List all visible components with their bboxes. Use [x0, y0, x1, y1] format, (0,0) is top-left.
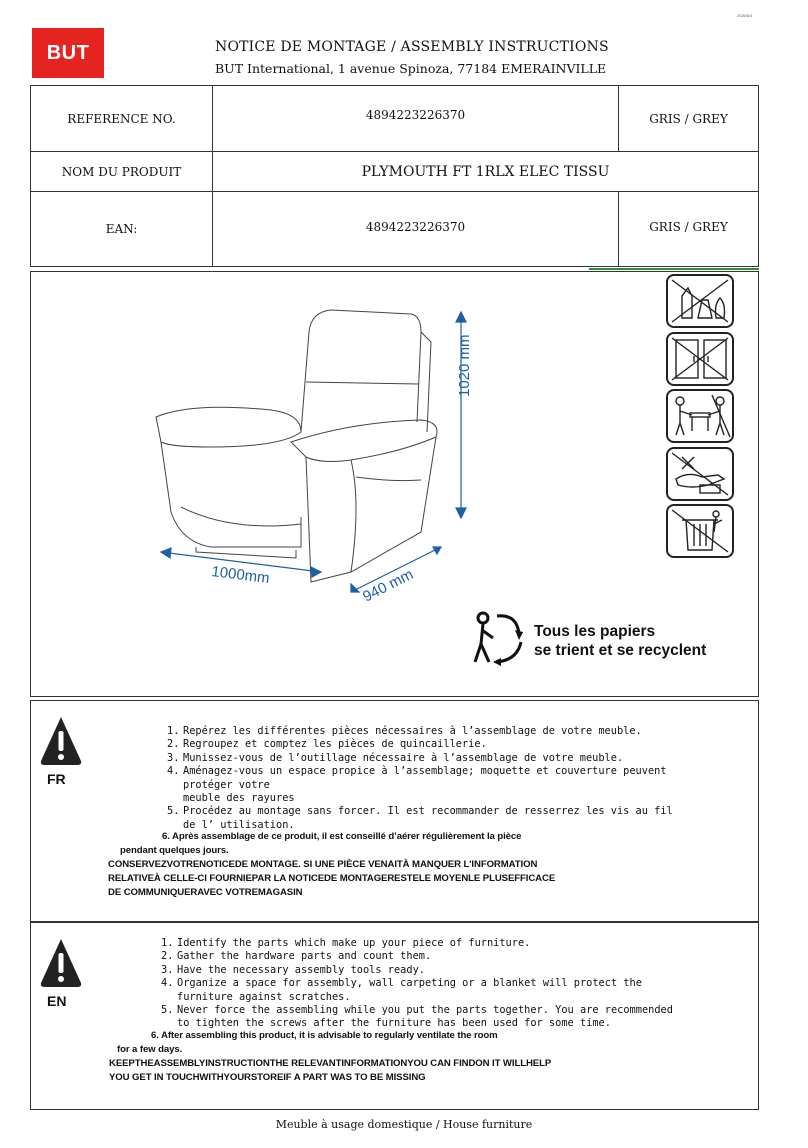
- reference-label: REFERENCE NO.: [31, 86, 213, 151]
- english-steps: [161, 937, 751, 1031]
- ean-value: 4894223226370: [213, 192, 619, 266]
- list-item: 1. Identify the parts which make up your piece of furniture.: [161, 937, 531, 949]
- no-trash-bin-icon: [666, 504, 734, 558]
- company-address: BUT International, 1 avenue Spinoza, 77184 EMERAINVILLE: [215, 61, 607, 76]
- brand-logo-text: BUT: [46, 41, 90, 64]
- english-keep-notice-2: YOU GET IN TOUCHWITHYOURSTOREIF A PART WAS TO BE MISSING: [109, 1072, 426, 1083]
- list-item: 4. Organize a space for assembly, wall carpeting or a blanket will protect the furniture against scratches.: [161, 977, 642, 1003]
- footer-usage-note: Meuble à usage domestique / House furniture: [275, 1118, 533, 1131]
- accent-divider: [589, 268, 759, 270]
- warning-icon: [39, 715, 83, 767]
- english-keep-notice-1: KEEPTHEASSEMBLYINSTRUCTIONTHE RELEVANTINFORMATIONYOU CAN FINDON IT WILLHELP: [109, 1058, 552, 1069]
- ean-row: [31, 192, 758, 266]
- language-code-en: EN: [47, 993, 67, 1009]
- warning-icon: [39, 937, 83, 989]
- product-name: PLYMOUTH FT 1RLX ELEC TISSU: [361, 163, 610, 180]
- list-item: 4. Aménagez-vous un espace propice à l’assemblage; moquette et couverture peuvent protéger votre meuble des rayures: [167, 765, 667, 805]
- recycling-icon: [467, 608, 527, 668]
- recliner-drawing: [151, 302, 491, 612]
- english-step-6-line-2: for a few days.: [117, 1044, 183, 1055]
- ean-label: EAN:: [31, 192, 213, 266]
- brand-logo: [32, 28, 104, 78]
- reference-color: GRIS / GREY: [649, 111, 728, 126]
- list-item: 2. Gather the hardware parts and count them.: [161, 950, 432, 963]
- product-info-table: [30, 85, 759, 267]
- product-figure: [30, 271, 759, 697]
- depth-dimension: 940 mm: [360, 565, 417, 606]
- recycling-line-1: Tous les papiers: [534, 623, 656, 640]
- french-instructions: [30, 700, 759, 922]
- product-label: NOM DU PRODUIT: [31, 152, 213, 191]
- english-instructions: [30, 922, 759, 1110]
- date-mark: 2020/5/1: [737, 13, 753, 18]
- french-keep-notice-1: CONSERVEZVOTRENOTICEDE MONTAGE. SI UNE PIÈCE VENAITÀ MANQUER L'INFORMATION: [108, 859, 538, 870]
- list-item: 1. Repérez les différentes pièces nécessaires à l’assemblage de votre meuble.: [167, 725, 642, 737]
- reference-value: 4894223226370: [213, 86, 619, 151]
- ean-color: GRIS / GREY: [649, 220, 728, 234]
- french-keep-notice-3: DE COMMUNIQUERAVEC VOTREMAGASIN: [108, 887, 303, 898]
- language-code-fr: FR: [47, 771, 66, 787]
- list-item: 3. Munissez-vous de l’outillage nécessaire à l’assemblage de votre meuble.: [167, 751, 624, 764]
- no-hand-tools-icon: [666, 447, 734, 501]
- french-step-6-line-1: 6. Après assemblage de ce produit, il est conseillé d’aérer régulièrement la pièce: [162, 831, 522, 842]
- width-dimension: 1000mm: [210, 563, 271, 588]
- no-chemicals-icon: [666, 274, 734, 328]
- list-item: 5. Never force the assembling while you put the parts together. You are recommended to tighten the screws after the furniture has been used for some time.: [161, 1004, 673, 1030]
- two-person-assembly-icon: [666, 389, 734, 443]
- french-step-6-line-2: pendant quelques jours.: [120, 845, 229, 856]
- recycling-message: [534, 622, 706, 660]
- list-item: 3. Have the necessary assembly tools ready.: [161, 963, 425, 976]
- english-step-6-line-1: 6. After assembling this product, it is advisable to regularly ventilate the room: [151, 1030, 498, 1041]
- reference-row: [31, 86, 758, 152]
- french-steps: [167, 725, 757, 832]
- recycling-line-2: se trient et se recyclent: [534, 642, 707, 659]
- no-drawer-damage-icon: [666, 332, 734, 386]
- list-item: 5. Procédez au montage sans forcer. Il est recommander de resserrez les vis au fil de l’ utilisation.: [167, 805, 673, 831]
- document-title: NOTICE DE MONTAGE / ASSEMBLY INSTRUCTIONS: [215, 39, 609, 55]
- product-name-row: [31, 152, 758, 192]
- height-dimension: 1020 mm: [456, 334, 473, 397]
- list-item: 2. Regroupez et comptez les pièces de quincaillerie.: [167, 738, 487, 751]
- french-keep-notice-2: RELATIVEÀ CELLE-CI FOURNIEPAR LA NOTICEDE MONTAGERESTELE MOYENLE PLUSEFFICACE: [108, 873, 556, 884]
